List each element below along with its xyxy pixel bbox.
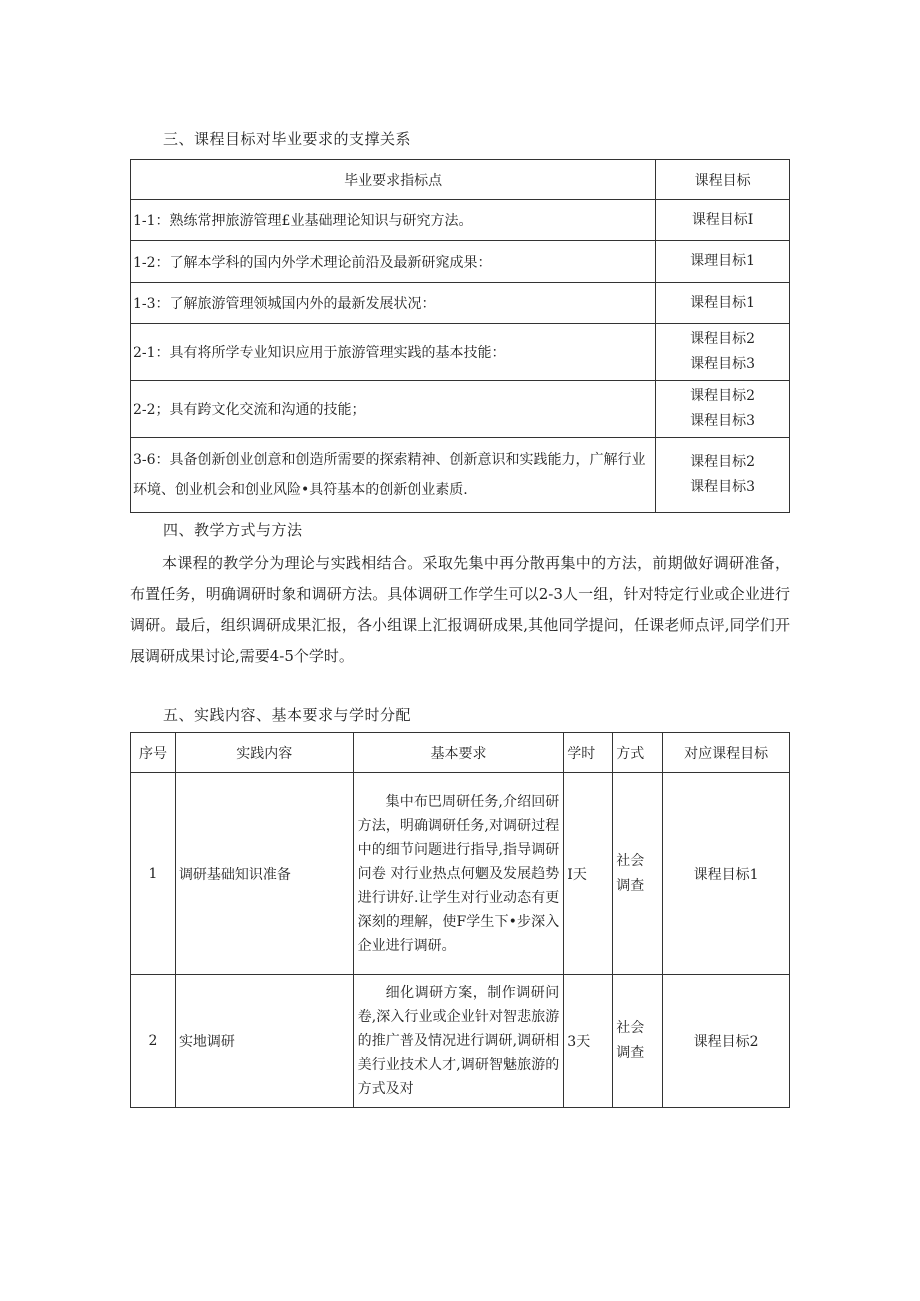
header-no: 序号 — [131, 733, 176, 773]
practice-method: 社会 调查 — [613, 773, 663, 975]
course-goal: 课程目标I — [656, 200, 790, 241]
header-goal: 对应课程目标 — [663, 733, 790, 773]
section3-heading: 三、课程目标对毕业要求的支撑关系 — [163, 130, 412, 148]
table-row — [131, 975, 790, 1108]
row-number: 1 — [131, 773, 176, 975]
course-goal: 课程目标1 — [656, 283, 790, 324]
requirement-point: 1-2：了解本学科的国内外学术理论前沿及最新研窕成果： — [131, 241, 656, 283]
practice-method: 社会 调查 — [613, 975, 663, 1108]
practice-requirement: 集中布巴周研任务,介绍回研方法，明确调研任务,对调研过程中的细节问题进行指导,指导调研问卷 对行业热点何魍及发展趋势进行讲好.让学生对行业动态有更深刻的理解，使F学生下•步深入企业进行调研。 — [353, 773, 564, 975]
table-row — [131, 283, 790, 324]
table-header-row — [131, 733, 790, 773]
table-row — [131, 324, 790, 381]
practice-content-table — [130, 732, 790, 1108]
table-row — [131, 200, 790, 241]
table-row — [131, 241, 790, 283]
header-method: 方式 — [613, 733, 663, 773]
header-requirement: 基本要求 — [353, 733, 564, 773]
requirement-point: 3-6：具备创新创业创意和创造所需要的探索精神、创新意识和实践能力，广解行业环境、创业机会和创业风险•具符基本的创新创业素质. — [131, 438, 656, 513]
table-row — [131, 773, 790, 975]
practice-hours: I天 — [564, 773, 613, 975]
requirement-point: 2-1：具有将所学专业知识应用于旅游管理实践的基本技能： — [131, 324, 656, 381]
header-content: 实践内容 — [175, 733, 353, 773]
course-goal: 课程目标2 课程目标3 — [656, 438, 790, 513]
course-goal: 课程目标2 课程目标3 — [656, 381, 790, 438]
practice-content: 调研基础知识准备 — [175, 773, 353, 975]
table-row — [131, 438, 790, 513]
practice-requirement: 细化调研方案，制作调研问卷,深入行业或企业针对智悲旅游的推广普及情况进行调研,调研相美行业技术人才,调研智魅旅游的方式及对 — [353, 975, 564, 1108]
requirement-point: 1-1：熟练常押旅游管理£业基础理论知识与研究方法。 — [131, 200, 656, 241]
requirement-point: 2-2；具有跨文化交流和沟通的技能； — [131, 381, 656, 438]
practice-content: 实地调研 — [175, 975, 353, 1108]
header-course-goal: 课程目标 — [656, 160, 790, 200]
practice-goal: 课程目标2 — [663, 975, 790, 1108]
paragraph-text: 本课程的教学分为理论与实践相结合。采取先集中再分散再集中的方法，前期做好调研准备，布置任务，明确调研时象和调研方法。具体调研工作学生可以2-3人一组，针对特定行业或企业进行调研。最后，组织调研成果汇报，各小组课上汇报调研成果,其他同学提问，任课老师点评,同学们开展调研成果讨论,需要4-5个学时。 — [130, 554, 790, 665]
practice-goal: 课程目标1 — [663, 773, 790, 975]
practice-hours: 3天 — [564, 975, 613, 1108]
table-row — [131, 381, 790, 438]
requirement-point: 1-3：了解旅游管理领城国内外的最新发展状况： — [131, 283, 656, 324]
section5-heading: 五、实践内容、基本要求与学时分配 — [163, 706, 412, 724]
support-relation-table — [130, 159, 790, 513]
header-hours: 学时 — [564, 733, 613, 773]
section4-heading: 四、教学方式与方法 — [163, 521, 303, 539]
teaching-method-paragraph — [130, 548, 790, 672]
table-header-row — [131, 160, 790, 200]
header-requirement-point: 毕业要求指标点 — [131, 160, 656, 200]
course-goal: 课理目标1 — [656, 241, 790, 283]
row-number: 2 — [131, 975, 176, 1108]
course-goal: 课程目标2 课程目标3 — [656, 324, 790, 381]
